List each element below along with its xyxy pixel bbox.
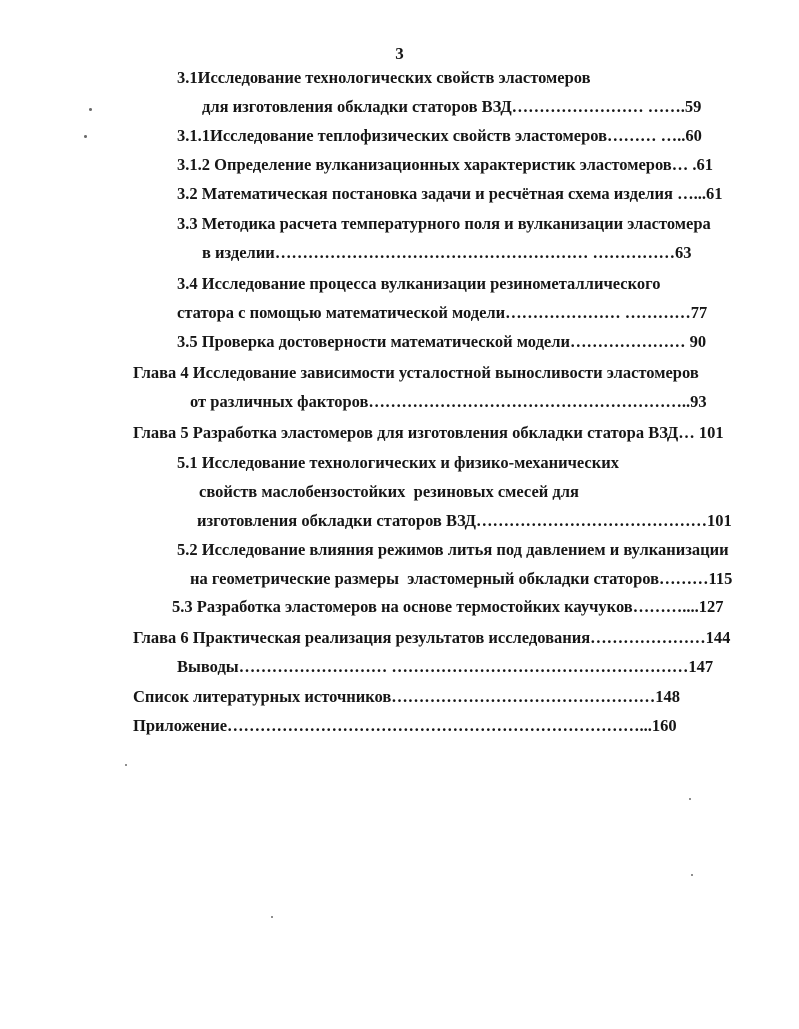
toc-line: 5.2 Исследование влияния режимов литья под давлением и вулканизации	[177, 540, 729, 559]
toc-line: Глава 4 Исследование зависимости усталостной выносливости эластомеров	[133, 363, 699, 382]
toc-line: Приложение…………………………………………………………………...160	[133, 716, 677, 735]
scan-speck	[84, 135, 87, 138]
toc-line: Выводы……………………… ………………………………………………147	[177, 657, 714, 676]
toc-line: Список литературных источников…………………………………………148	[133, 687, 681, 706]
scan-speck	[691, 874, 693, 876]
toc-line: Глава 6 Практическая реализация результатов исследования…………………144	[133, 628, 731, 647]
toc-line: на геометрические размеры эластомерный обкладки статоров………115	[190, 569, 733, 588]
toc-line: 3.2 Математическая постановка задачи и ресчётная схема изделия …...61	[177, 184, 723, 203]
toc-line: 3.1.1Исследование теплофизических свойств эластомеров……… …..60	[177, 126, 702, 145]
scan-speck	[125, 764, 127, 766]
toc-line: 3.1.2 Определение вулканизационных характеристик эластомеров… .61	[177, 155, 713, 174]
toc-line: 5.1 Исследование технологических и физико-механических	[177, 453, 620, 472]
toc-line: 3.4 Исследование процесса вулканизации резинометаллического	[177, 274, 661, 293]
toc-line: 3.1Исследование технологических свойств эластомеров	[177, 68, 591, 87]
toc-line: Глава 5 Разработка эластомеров для изготовления обкладки статора ВЗД… 101	[133, 423, 724, 442]
toc-line: 3.5 Проверка достоверности математической модели………………… 90	[177, 332, 707, 351]
toc-line: 3.3 Методика расчета температурного поля и вулканизации эластомера	[177, 214, 711, 233]
scan-speck	[89, 108, 92, 111]
page-number: 3	[395, 44, 404, 63]
toc-line: для изготовления обкладки статоров ВЗД…………………… …….59	[202, 97, 702, 116]
scan-speck	[271, 916, 273, 918]
toc-line: статора с помощью математической модели………………… …………77	[177, 303, 708, 322]
toc-line: свойств маслобензостойких резиновых смесей для	[199, 482, 579, 501]
toc-line: изготовления обкладки статоров ВЗД……………………………………101	[197, 511, 732, 530]
toc-line: в изделии………………………………………………… ……………63	[202, 243, 692, 262]
toc-line: 5.3 Разработка эластомеров на основе термостойких каучуков………....127	[172, 597, 724, 616]
toc-line: от различных факторов…………………………………………………..93	[190, 392, 707, 411]
scan-speck	[689, 798, 691, 800]
